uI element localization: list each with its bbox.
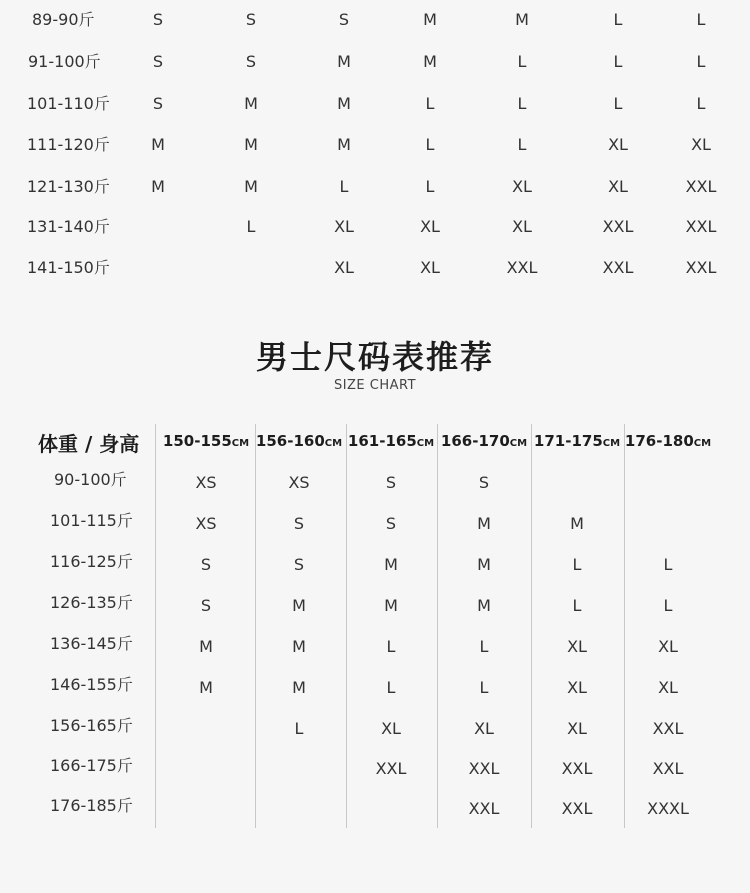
- top-size-cell: L: [696, 52, 706, 71]
- size-cell: XL: [567, 637, 587, 656]
- weight-row-label: 101-115斤: [50, 511, 133, 530]
- column-divider: [624, 424, 625, 828]
- top-size-cell: L: [517, 135, 527, 154]
- top-size-cell: XL: [512, 177, 532, 196]
- column-divider: [531, 424, 532, 828]
- size-cell: S: [293, 514, 305, 533]
- top-row-label: 101-110斤: [27, 94, 110, 113]
- size-cell: XXL: [375, 759, 407, 778]
- top-size-cell: S: [245, 52, 257, 71]
- top-size-cell: L: [613, 94, 623, 113]
- weight-row-label: 126-135斤: [50, 593, 133, 612]
- size-cell: M: [384, 555, 398, 574]
- top-size-cell: XXL: [685, 217, 717, 236]
- height-column-header: [625, 432, 711, 450]
- size-cell: XS: [195, 514, 217, 533]
- column-divider: [255, 424, 256, 828]
- size-cell: XL: [658, 637, 678, 656]
- height-column-header: [348, 432, 434, 450]
- column-divider: [346, 424, 347, 828]
- top-size-cell: M: [151, 177, 165, 196]
- top-size-cell: M: [423, 10, 437, 29]
- height-unit: CM: [324, 438, 343, 449]
- top-row-label: 121-130斤: [27, 177, 110, 196]
- top-size-cell: XL: [420, 258, 440, 277]
- top-size-cell: XXL: [602, 217, 634, 236]
- size-cell: XXL: [468, 759, 500, 778]
- top-size-cell: L: [696, 10, 706, 29]
- size-cell: S: [200, 555, 212, 574]
- size-cell: M: [199, 678, 213, 697]
- weight-row-label: 146-155斤: [50, 675, 133, 694]
- weight-row-label: 156-165斤: [50, 716, 133, 735]
- top-size-cell: M: [337, 94, 351, 113]
- height-column-header: [256, 432, 342, 450]
- height-range: 156-160: [255, 432, 325, 450]
- top-size-cell: M: [337, 52, 351, 71]
- top-size-cell: M: [244, 135, 258, 154]
- top-size-cell: XXL: [685, 177, 717, 196]
- top-size-cell: S: [152, 10, 164, 29]
- height-unit: CM: [231, 438, 250, 449]
- height-column-header: [163, 432, 249, 450]
- column-divider: [437, 424, 438, 828]
- top-size-cell: M: [515, 10, 529, 29]
- size-cell: XL: [567, 719, 587, 738]
- weight-row-label: 116-125斤: [50, 552, 133, 571]
- size-cell: M: [477, 555, 491, 574]
- size-cell: XS: [288, 473, 310, 492]
- height-unit: CM: [693, 438, 712, 449]
- top-size-cell: L: [696, 94, 706, 113]
- top-size-cell: L: [613, 52, 623, 71]
- header-weight-height: 体重 / 身高: [38, 432, 140, 456]
- size-cell: XXL: [652, 719, 684, 738]
- size-cell: XL: [658, 678, 678, 697]
- top-size-cell: L: [425, 94, 435, 113]
- size-cell: M: [292, 596, 306, 615]
- top-size-cell: M: [151, 135, 165, 154]
- size-cell: L: [386, 637, 396, 656]
- height-unit: CM: [602, 438, 621, 449]
- size-cell: M: [292, 637, 306, 656]
- height-range: 171-175: [533, 432, 603, 450]
- top-row-label: 91-100斤: [28, 52, 101, 71]
- top-size-cell: M: [337, 135, 351, 154]
- top-size-cell: M: [244, 94, 258, 113]
- height-column-header: [534, 432, 620, 450]
- size-cell: XL: [381, 719, 401, 738]
- size-cell: M: [384, 596, 398, 615]
- top-size-cell: M: [423, 52, 437, 71]
- page-title: 男士尺码表推荐: [255, 338, 494, 376]
- top-size-cell: L: [517, 94, 527, 113]
- top-size-cell: L: [425, 177, 435, 196]
- top-size-cell: XL: [691, 135, 711, 154]
- size-cell: L: [479, 678, 489, 697]
- top-size-cell: L: [425, 135, 435, 154]
- top-row-label: 131-140斤: [27, 217, 110, 236]
- height-range: 176-180: [624, 432, 694, 450]
- size-cell: L: [386, 678, 396, 697]
- top-size-cell: L: [339, 177, 349, 196]
- top-size-cell: M: [244, 177, 258, 196]
- top-size-cell: L: [517, 52, 527, 71]
- top-size-cell: XXL: [506, 258, 538, 277]
- weight-row-label: 90-100斤: [54, 470, 127, 489]
- size-cell: S: [293, 555, 305, 574]
- height-range: 166-170: [440, 432, 510, 450]
- size-cell: M: [477, 596, 491, 615]
- size-cell: XS: [195, 473, 217, 492]
- weight-row-label: 176-185斤: [50, 796, 133, 815]
- size-cell: M: [292, 678, 306, 697]
- size-cell: S: [200, 596, 212, 615]
- size-cell: L: [572, 596, 582, 615]
- size-cell: M: [199, 637, 213, 656]
- size-cell: M: [477, 514, 491, 533]
- top-row-label: 111-120斤: [27, 135, 110, 154]
- size-cell: XXXL: [647, 799, 689, 818]
- size-cell: L: [479, 637, 489, 656]
- top-size-cell: XXL: [602, 258, 634, 277]
- height-column-header: [441, 432, 527, 450]
- weight-row-label: 136-145斤: [50, 634, 133, 653]
- top-size-cell: XL: [512, 217, 532, 236]
- top-size-cell: XL: [420, 217, 440, 236]
- size-cell: XXL: [468, 799, 500, 818]
- top-size-cell: L: [246, 217, 256, 236]
- top-row-label: 89-90斤: [32, 10, 95, 29]
- size-cell: L: [572, 555, 582, 574]
- top-size-cell: S: [338, 10, 350, 29]
- height-range: 150-155: [162, 432, 232, 450]
- size-cell: XL: [567, 678, 587, 697]
- height-range: 161-165: [347, 432, 417, 450]
- top-size-cell: XL: [608, 135, 628, 154]
- top-row-label: 141-150斤: [27, 258, 110, 277]
- top-size-cell: XL: [334, 217, 354, 236]
- top-size-cell: XL: [608, 177, 628, 196]
- size-cell: XXL: [652, 759, 684, 778]
- size-cell: L: [663, 596, 673, 615]
- top-size-cell: S: [245, 10, 257, 29]
- size-cell: XXL: [561, 759, 593, 778]
- page-subtitle: SIZE CHART: [333, 378, 417, 393]
- height-unit: CM: [416, 438, 435, 449]
- size-cell: L: [663, 555, 673, 574]
- top-size-cell: S: [152, 52, 164, 71]
- column-divider: [155, 424, 156, 828]
- height-unit: CM: [509, 438, 528, 449]
- size-cell: S: [478, 473, 490, 492]
- size-cell: M: [570, 514, 584, 533]
- weight-row-label: 166-175斤: [50, 756, 133, 775]
- size-cell: L: [294, 719, 304, 738]
- size-cell: XXL: [561, 799, 593, 818]
- size-cell: S: [385, 514, 397, 533]
- size-cell: S: [385, 473, 397, 492]
- top-size-cell: L: [613, 10, 623, 29]
- top-size-cell: XXL: [685, 258, 717, 277]
- top-size-cell: XL: [334, 258, 354, 277]
- top-size-cell: S: [152, 94, 164, 113]
- size-cell: XL: [474, 719, 494, 738]
